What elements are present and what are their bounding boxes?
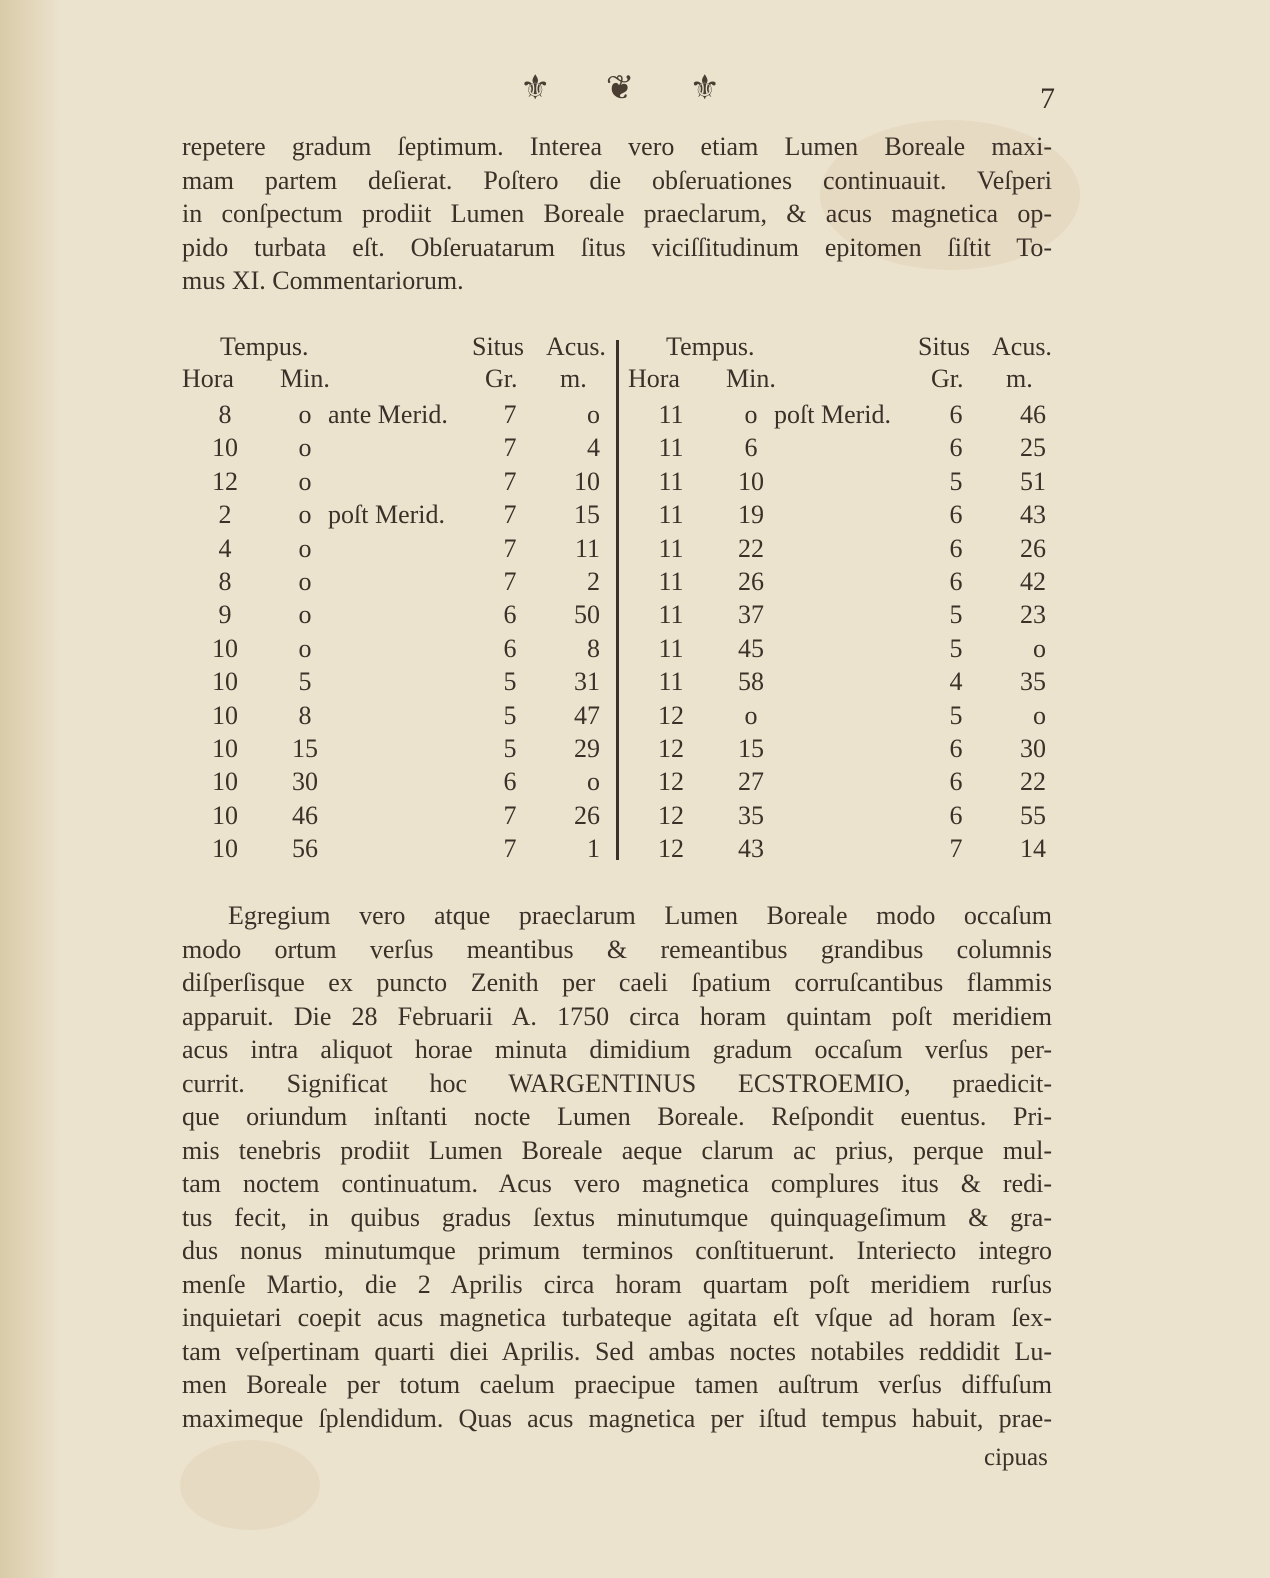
text-line: mus XI. Commentariorum. xyxy=(182,266,464,295)
note-cell: poſt Merid. xyxy=(774,400,891,429)
table-row xyxy=(180,734,620,767)
table-row xyxy=(626,400,1066,433)
hora-cell: 10 xyxy=(212,834,238,864)
hora-cell: 10 xyxy=(212,433,238,463)
text-line: tam noctem continuatum. Acus vero magnetica complures itus & redi- xyxy=(182,1169,1052,1198)
gr-cell: 6 xyxy=(503,633,517,663)
text-line: diſperſisque ex puncto Zenith per caeli ſpatium corruſcantibus flammis xyxy=(182,968,1052,997)
text-line: repetere gradum ſeptimum. Interea vero etiam Lumen Boreale maxi- xyxy=(182,132,1052,161)
gr-cell: 6 xyxy=(949,767,963,797)
gr-cell: 7 xyxy=(949,834,963,864)
catchword: cipuas xyxy=(984,1444,1048,1471)
gr-cell: 7 xyxy=(503,567,517,596)
table-row xyxy=(626,600,1066,633)
gr-cell: 5 xyxy=(503,667,517,697)
gr-cell: 5 xyxy=(949,633,963,663)
text-line: menſe Martio, die 2 Aprilis circa horam quartam poſt meridiem rurſus xyxy=(182,1269,1052,1299)
min-cell: 46 xyxy=(292,800,318,830)
table-row xyxy=(180,400,620,433)
text-line: dus nonus minutumque primum terminos conſtituerunt. Interiecto integro xyxy=(182,1236,1052,1265)
min-cell: 5 xyxy=(298,667,312,697)
note-cell: ante Merid. xyxy=(328,400,448,429)
gr-cell: 6 xyxy=(503,767,517,797)
text-line: modo ortum verſus meantibus & remeantibus grandibus columnis xyxy=(182,934,1052,964)
m-cell: o xyxy=(587,767,600,797)
m-cell: 42 xyxy=(1020,567,1046,596)
gr-heading: Gr. xyxy=(931,364,964,393)
min-heading: Min. xyxy=(726,364,776,393)
text-line: maximeque ſplendidum. Quas acus magnetica per iſtud tempus habuit, prae- xyxy=(182,1403,1052,1433)
gr-cell: 6 xyxy=(949,433,963,463)
m-cell: 29 xyxy=(574,734,600,763)
hora-cell: 10 xyxy=(212,800,238,830)
hora-cell: 10 xyxy=(212,667,238,697)
table-row xyxy=(626,667,1066,700)
observation-table-right xyxy=(626,332,1066,862)
table-row xyxy=(180,467,620,500)
text-line: apparuit. Die 28 Februarii A. 1750 circa horam quintam poſt meridiem xyxy=(182,1001,1052,1031)
min-cell: 35 xyxy=(738,800,764,830)
min-cell: 58 xyxy=(738,667,764,697)
acus-heading: Acus. xyxy=(546,332,606,361)
table-row xyxy=(180,667,620,700)
m-cell: 25 xyxy=(1020,433,1046,463)
hora-cell: 8 xyxy=(218,567,232,596)
min-cell: 22 xyxy=(738,533,764,563)
table-row xyxy=(626,767,1066,800)
gr-cell: 7 xyxy=(503,466,517,496)
table-row xyxy=(180,801,620,834)
hora-cell: 10 xyxy=(212,700,238,730)
table-row xyxy=(626,634,1066,667)
page-edge xyxy=(0,0,60,1578)
hora-cell: 11 xyxy=(658,567,684,596)
gr-cell: 6 xyxy=(949,533,963,563)
min-cell: 15 xyxy=(738,734,764,763)
gr-cell: 5 xyxy=(503,700,517,730)
table-row xyxy=(626,801,1066,834)
min-cell: 6 xyxy=(744,433,758,463)
m-cell: 31 xyxy=(574,667,600,697)
hora-heading: Hora xyxy=(628,364,680,393)
table-row xyxy=(180,767,620,800)
text-line: tam veſpertinam quarti diei Aprilis. Sed ambas noctes notabiles reddidit Lu- xyxy=(182,1336,1052,1366)
min-cell: 26 xyxy=(738,567,764,596)
m-cell: 43 xyxy=(1020,500,1046,530)
table-row xyxy=(626,500,1066,533)
gr-cell: 5 xyxy=(503,734,517,763)
gr-cell: 5 xyxy=(949,700,963,730)
hora-cell: 10 xyxy=(212,633,238,663)
body-paragraph xyxy=(182,899,1052,1435)
min-cell: 45 xyxy=(738,633,764,663)
text-line: acus intra aliquot horae minuta dimidium gradum occaſum verſus per- xyxy=(182,1035,1052,1064)
m-cell: 4 xyxy=(587,433,600,463)
text-line: in conſpectum prodiit Lumen Boreale praeclarum, & acus magnetica op- xyxy=(182,199,1052,228)
gr-cell: 6 xyxy=(949,734,963,763)
m-cell: 10 xyxy=(574,466,600,496)
gr-cell: 5 xyxy=(949,600,963,630)
m-cell: 30 xyxy=(1020,734,1046,763)
page-number: 7 xyxy=(1040,82,1055,115)
table-row xyxy=(626,467,1066,500)
m-heading: m. xyxy=(560,364,587,393)
min-cell: o xyxy=(298,633,312,663)
m-cell: 2 xyxy=(587,567,600,596)
m-cell: 50 xyxy=(574,600,600,630)
fleuron-icon: ❦ xyxy=(605,70,635,107)
gr-cell: 6 xyxy=(949,800,963,830)
fleuron-icon: ⚜ xyxy=(520,70,551,107)
table-row xyxy=(180,534,620,567)
gr-heading: Gr. xyxy=(485,364,518,393)
hora-cell: 12 xyxy=(658,734,684,763)
min-cell: 37 xyxy=(738,600,764,630)
hora-cell: 2 xyxy=(218,500,232,530)
min-cell: o xyxy=(298,466,312,496)
min-cell: 43 xyxy=(738,834,764,864)
hora-cell: 12 xyxy=(658,700,684,730)
table-row xyxy=(626,734,1066,767)
min-cell: 27 xyxy=(738,767,764,797)
min-cell: 56 xyxy=(292,834,318,864)
hora-cell: 11 xyxy=(658,500,684,530)
gr-cell: 7 xyxy=(503,834,517,864)
min-cell: 10 xyxy=(738,466,764,496)
table-row xyxy=(180,634,620,667)
text-line: Egregium vero atque praeclarum Lumen Boreale modo occaſum xyxy=(228,901,1052,930)
hora-cell: 12 xyxy=(658,800,684,830)
situs-heading: Situs xyxy=(472,332,525,361)
fleuron-icon: ⚜ xyxy=(689,70,720,107)
min-heading: Min. xyxy=(280,364,330,393)
min-cell: o xyxy=(298,500,312,530)
min-cell: o xyxy=(298,567,312,596)
gr-cell: 5 xyxy=(949,466,963,496)
text-line: mam partem deſierat. Poſtero die obſeruationes continuauit. Veſperi xyxy=(182,165,1052,195)
hora-cell: 9 xyxy=(218,600,232,630)
min-cell: 30 xyxy=(292,767,318,797)
text-line: mis tenebris prodiit Lumen Boreale aeque clarum ac prius, perque mul- xyxy=(182,1135,1052,1165)
hora-cell: 12 xyxy=(658,767,684,797)
gr-cell: 6 xyxy=(503,600,517,630)
gr-cell: 7 xyxy=(503,800,517,830)
min-cell: o xyxy=(298,400,312,429)
m-cell: 14 xyxy=(1020,834,1046,864)
tempus-heading: Tempus. xyxy=(220,332,309,361)
hora-cell: 8 xyxy=(218,400,232,429)
hora-cell: 11 xyxy=(658,400,684,429)
m-heading: m. xyxy=(1006,364,1033,393)
gr-cell: 7 xyxy=(503,433,517,463)
text-line: men Boreale per totum caelum praecipue tamen auſtrum verſus diffuſum xyxy=(182,1370,1052,1399)
gr-cell: 6 xyxy=(949,567,963,596)
m-cell: 35 xyxy=(1020,667,1046,697)
gr-cell: 6 xyxy=(949,500,963,530)
hora-cell: 11 xyxy=(658,633,684,663)
min-cell: 15 xyxy=(292,734,318,763)
hora-cell: 10 xyxy=(212,767,238,797)
m-cell: 8 xyxy=(587,633,600,663)
header-ornament xyxy=(520,66,720,110)
table-row xyxy=(626,567,1066,600)
gr-cell: 7 xyxy=(503,533,517,563)
text-line: currit. Significat hoc WARGENTINUS ECSTROEMIO, praedicit- xyxy=(182,1068,1052,1098)
m-cell: 46 xyxy=(1020,400,1046,429)
hora-cell: 4 xyxy=(218,533,232,563)
hora-cell: 11 xyxy=(658,667,684,697)
table-row xyxy=(626,433,1066,466)
min-cell: 8 xyxy=(298,700,312,730)
acus-heading: Acus. xyxy=(992,332,1052,361)
table-row xyxy=(180,567,620,600)
gr-cell: 7 xyxy=(503,500,517,530)
min-cell: o xyxy=(744,400,758,429)
table-row xyxy=(180,433,620,466)
m-cell: o xyxy=(1033,633,1046,663)
m-cell: 11 xyxy=(574,533,600,563)
note-cell: poſt Merid. xyxy=(328,500,445,530)
min-cell: 19 xyxy=(738,500,764,530)
paper-stain xyxy=(180,1440,320,1530)
m-cell: 26 xyxy=(1020,533,1046,563)
table-row xyxy=(626,834,1066,867)
min-cell: o xyxy=(298,600,312,630)
hora-cell: 11 xyxy=(658,466,684,496)
intro-paragraph xyxy=(182,130,1052,298)
situs-heading: Situs xyxy=(918,332,971,361)
hora-cell: 11 xyxy=(658,433,684,463)
text-line: tus fecit, in quibus gradus ſextus minutumque quinquageſimum & gra- xyxy=(182,1202,1052,1232)
m-cell: 55 xyxy=(1020,800,1046,830)
m-cell: 51 xyxy=(1020,466,1046,496)
table-row xyxy=(180,834,620,867)
m-cell: 23 xyxy=(1020,600,1046,630)
hora-cell: 10 xyxy=(212,734,238,763)
hora-cell: 12 xyxy=(212,466,238,496)
gr-cell: 4 xyxy=(949,667,963,697)
m-cell: 1 xyxy=(587,834,600,864)
m-cell: 47 xyxy=(574,700,600,730)
gr-cell: 6 xyxy=(949,400,963,429)
table-row xyxy=(626,534,1066,567)
m-cell: o xyxy=(587,400,600,429)
min-cell: o xyxy=(744,700,758,730)
hora-cell: 12 xyxy=(658,834,684,864)
text-line: inquietari coepit acus magnetica turbateque agitata eſt vſque ad horam ſex- xyxy=(182,1303,1052,1332)
m-cell: 22 xyxy=(1020,767,1046,797)
text-line: que oriundum inſtanti nocte Lumen Boreale. Reſpondit euentus. Pri- xyxy=(182,1102,1052,1131)
observation-table-left xyxy=(180,332,620,862)
min-cell: o xyxy=(298,533,312,563)
hora-heading: Hora xyxy=(182,364,234,393)
table-row xyxy=(180,600,620,633)
text-line: pido turbata eſt. Obſeruatarum ſitus viciſſitudinum epitomen ſiſtit To- xyxy=(182,232,1052,262)
gr-cell: 7 xyxy=(503,400,517,429)
hora-cell: 11 xyxy=(658,600,684,630)
m-cell: o xyxy=(1033,700,1046,730)
table-row xyxy=(626,701,1066,734)
min-cell: o xyxy=(298,433,312,463)
m-cell: 26 xyxy=(574,800,600,830)
table-row xyxy=(180,701,620,734)
tempus-heading: Tempus. xyxy=(666,332,755,361)
m-cell: 15 xyxy=(574,500,600,530)
hora-cell: 11 xyxy=(658,533,684,563)
table-row xyxy=(180,500,620,533)
